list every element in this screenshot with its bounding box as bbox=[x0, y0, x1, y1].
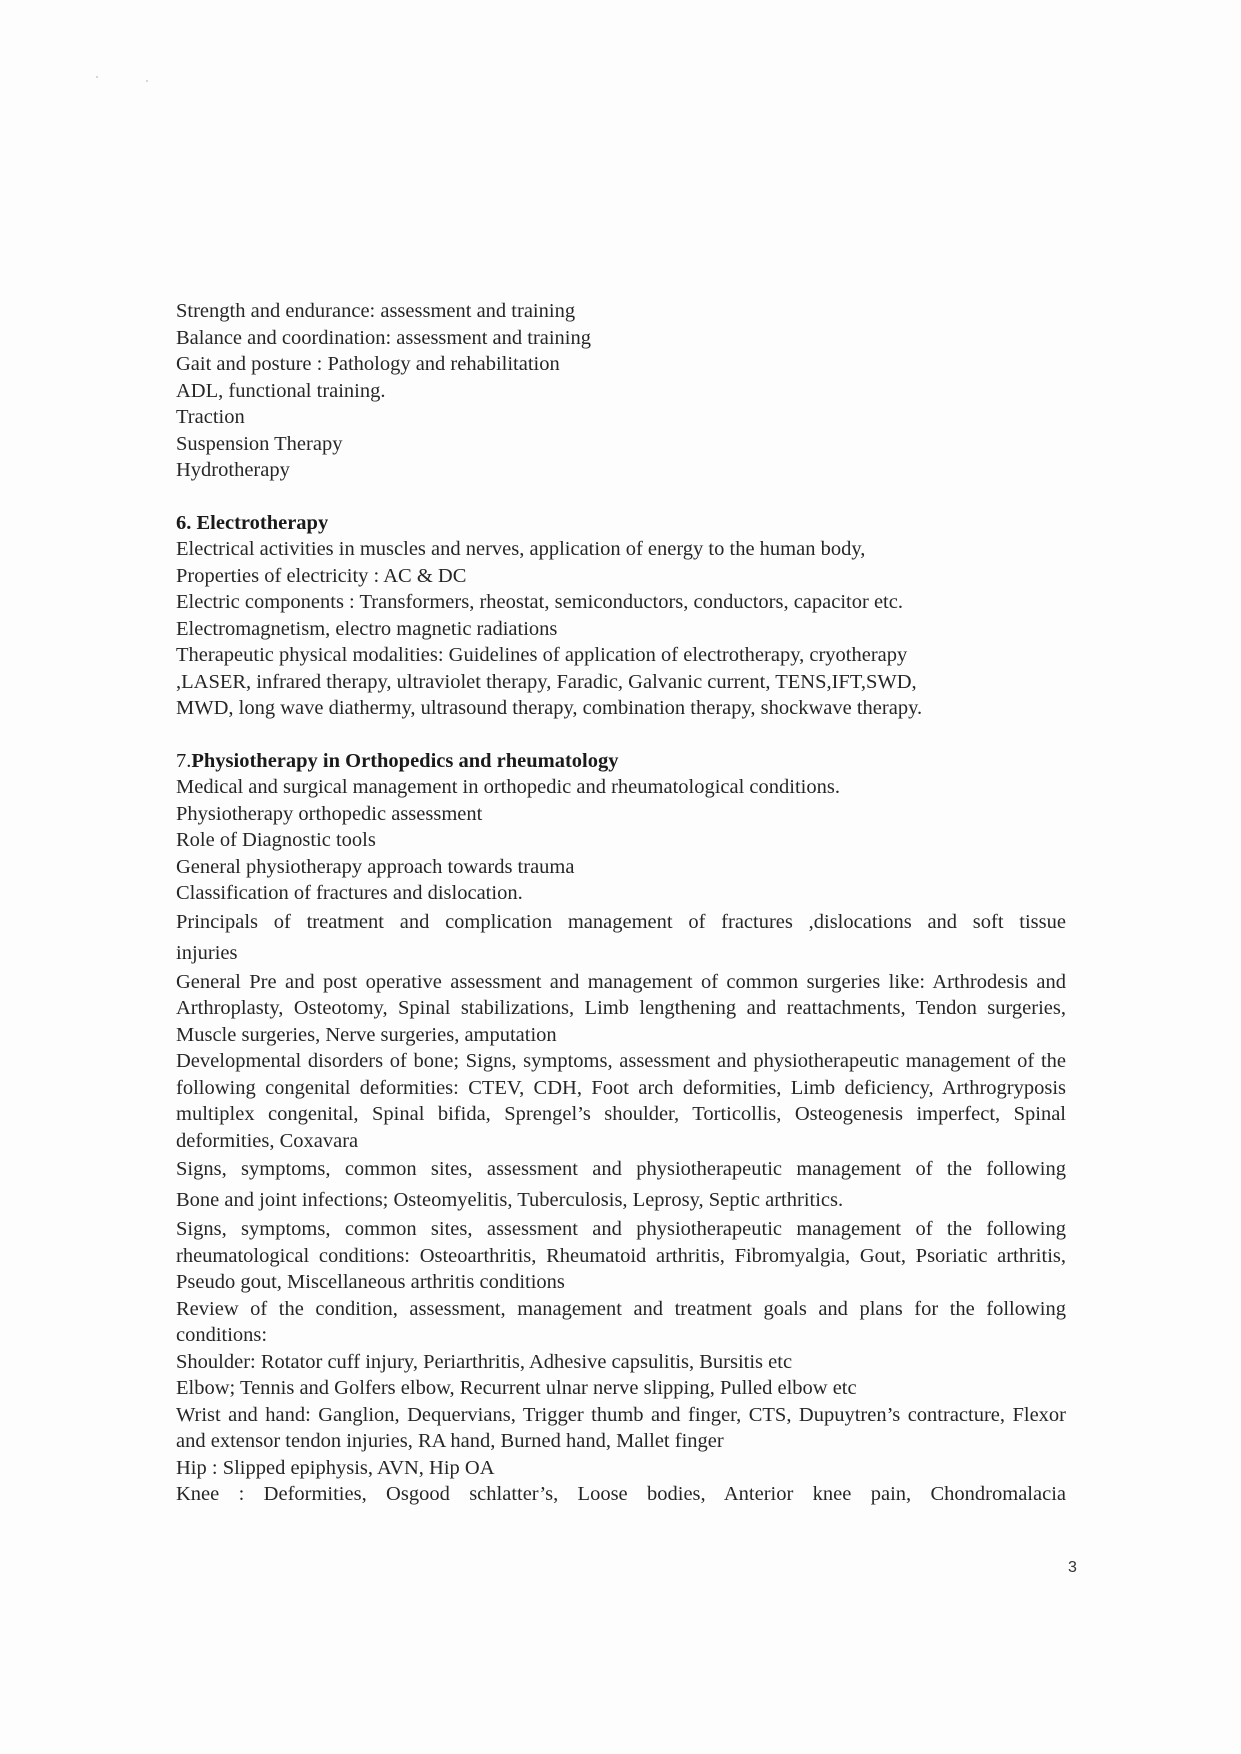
paragraph-review: Review of the condition, assessment, management and treatment goals and plans for the following conditions: bbox=[176, 1297, 1066, 1346]
section-line: Electric components : Transformers, rheostat, semiconductors, conductors, capacitor etc. bbox=[176, 591, 903, 613]
section-line: Medical and surgical management in orthopedic and rheumatological conditions. bbox=[176, 776, 840, 798]
section-line: MWD, long wave diathermy, ultrasound therapy, combination therapy, shockwave therapy. bbox=[176, 697, 923, 719]
paragraph-surgeries: General Pre and post operative assessment and management of common surgeries like: Arthrodesis and Arthroplasty, Osteotomy, Spinal stabilizations, Limb lengthening and reattachments, Tendon surgeries, Muscle surgeries, Nerve surgeries, amputation bbox=[176, 970, 1066, 1046]
intro-line: Balance and coordination: assessment and training bbox=[176, 326, 592, 349]
intro-line: Suspension Therapy bbox=[176, 432, 343, 455]
section-title: Physiotherapy in Orthopedics and rheumatology bbox=[191, 749, 619, 772]
scan-speck bbox=[96, 76, 98, 78]
section-line: Bone and joint infections; Osteomyelitis, Tuberculosis, Leprosy, Septic arthritics. bbox=[176, 1189, 844, 1211]
section-orthopedics bbox=[176, 748, 1066, 1508]
section-line: Hip : Slipped epiphysis, AVN, Hip OA bbox=[176, 1456, 495, 1479]
section-line: Therapeutic physical modalities: Guidelines of application of electrotherapy, cryotherapy bbox=[176, 644, 908, 666]
intro-line: Traction bbox=[176, 406, 245, 428]
section-line: injuries bbox=[176, 941, 238, 964]
section-line: Electrical activities in muscles and nerves, application of energy to the human body, bbox=[176, 538, 866, 560]
section-line: Principals of treatment and complication management of fractures ,dislocations and soft tissue bbox=[176, 910, 1066, 933]
intro-line: Hydrotherapy bbox=[176, 459, 290, 481]
page-number: 3 bbox=[1068, 1559, 1077, 1576]
page-content bbox=[176, 298, 1066, 1508]
paragraph-developmental: Developmental disorders of bone; Signs, symptoms, assessment and physiotherapeutic management of the following congenital deformities: CTEV, CDH, Foot arch deformities, Limb deficiency, Arthrogryposis multiplex congenital, Spinal bifida, Sprengel’s shoulder, Torticollis, Osteogenesis imperfect, Spinal deformities, Coxavara bbox=[176, 1050, 1066, 1152]
section-line: ,LASER, infrared therapy, ultraviolet therapy, Faradic, Galvanic current, TENS,IFT,SWD, bbox=[176, 670, 917, 693]
section-line: Properties of electricity : AC & DC bbox=[176, 564, 467, 587]
spacer bbox=[176, 722, 1066, 748]
intro-line: Strength and endurance: assessment and training bbox=[176, 300, 576, 322]
section-line: Role of Diagnostic tools bbox=[176, 829, 376, 851]
section-line: Shoulder: Rotator cuff injury, Periarthritis, Adhesive capsulitis, Bursitis etc bbox=[176, 1350, 793, 1373]
section-line: Knee : Deformities, Osgood schlatter’s, Loose bodies, Anterior knee pain, Chondromalacia bbox=[176, 1483, 1066, 1505]
section-line: Elbow; Tennis and Golfers elbow, Recurrent ulnar nerve slipping, Pulled elbow etc bbox=[176, 1377, 857, 1399]
paragraph-rheumatological: Signs, symptoms, common sites, assessment and physiotherapeutic management of the following rheumatological conditions: Osteoarthritis, Rheumatoid arthritis, Fibromyalgia, Gout, Psoriatic arthritis, Pseudo gout, Miscellaneous arthritis conditions bbox=[176, 1218, 1066, 1293]
spacer bbox=[176, 484, 1066, 510]
intro-line: ADL, functional training. bbox=[176, 379, 386, 402]
intro-list bbox=[176, 298, 1066, 484]
paragraph-wrist: Wrist and hand: Ganglion, Dequervians, Trigger thumb and finger, CTS, Dupuytren’s contracture, Flexor and extensor tendon injuries, RA hand, Burned hand, Mallet finger bbox=[176, 1403, 1066, 1452]
section-line: Physiotherapy orthopedic assessment bbox=[176, 802, 483, 825]
section-line: General physiotherapy approach towards trauma bbox=[176, 855, 575, 878]
section-line: Signs, symptoms, common sites, assessment and physiotherapeutic management of the following bbox=[176, 1158, 1066, 1180]
section-line: Classification of fractures and dislocation. bbox=[176, 882, 523, 904]
section-line: Electromagnetism, electro magnetic radiations bbox=[176, 617, 558, 640]
section-heading bbox=[176, 748, 1066, 775]
section-heading: 6. Electrotherapy bbox=[176, 511, 329, 534]
section-number: 7. bbox=[176, 749, 192, 772]
intro-line: Gait and posture : Pathology and rehabilitation bbox=[176, 353, 560, 375]
scan-speck bbox=[146, 80, 148, 82]
section-electrotherapy bbox=[176, 510, 1066, 722]
